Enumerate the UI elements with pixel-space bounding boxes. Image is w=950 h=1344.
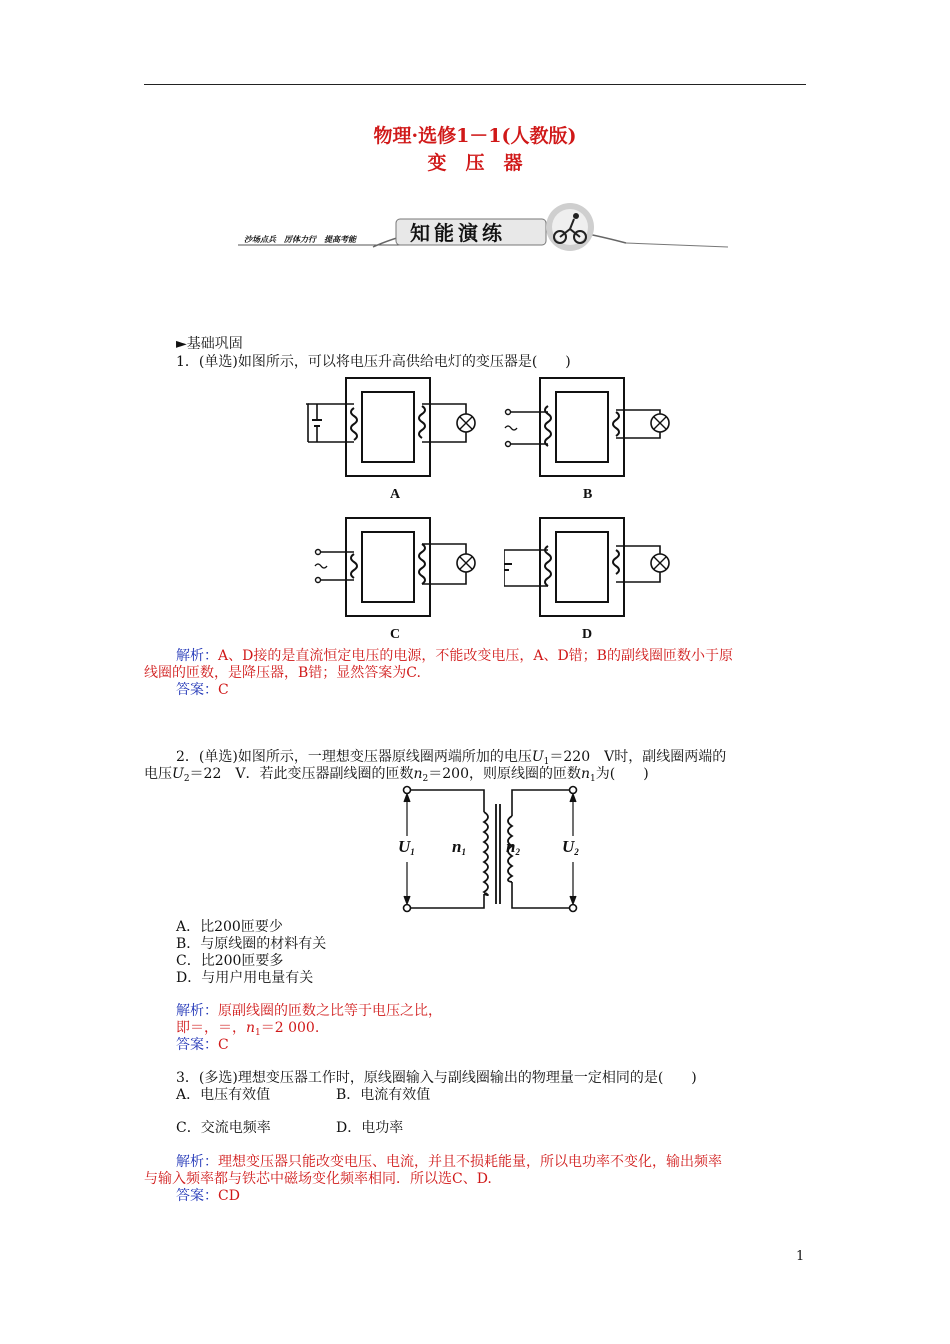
q1-label-d: D [582, 627, 593, 642]
q2-option-a: A．比200匝要少 [176, 919, 283, 935]
q1-stem: 1．(单选)如图所示，可以将电压升高供给电灯的变压器是( ) [176, 354, 571, 370]
q2-label-u1: $U_1$ [398, 837, 415, 857]
q2-analysis-line1: 解析：原副线圈的匝数之比等于电压之比， [176, 1003, 442, 1019]
banner-slogan: 沙场点兵 厉体力行 提高考能 [244, 235, 356, 244]
q1-figure-d [504, 516, 684, 621]
q1-analysis-text1: A、D接的是直流恒定电压的电源，不能改变电压，A、D错；B的副线圈匝数小于原 [218, 648, 733, 664]
section-heading: ►基础巩固 [176, 336, 243, 352]
q1-analysis-line2: 线圈的匝数，是降压器，B错；显然答案为C. [144, 665, 421, 681]
page-number: 1 [796, 1249, 805, 1264]
q1-figure-c [306, 516, 486, 621]
header-rule [144, 84, 806, 85]
doc-title: 物理·选修1－1(人教版) [373, 125, 577, 147]
q3-answer-value: CD [218, 1188, 240, 1204]
q3-analysis-label: 解析： [176, 1154, 218, 1170]
q2-answer [176, 1037, 229, 1054]
q1-answer [176, 682, 229, 699]
q2-stem-line2: 电压$U_2=22$ V．若此变压器副线圈的匝数$n_2=200$，则原线圈的匝数$n_1$为( ) [144, 766, 649, 784]
q1-analysis-line1 [176, 648, 733, 665]
q3-analysis-line2: 与输入频率都与铁芯中磁场变化频率相同．所以选C、D. [144, 1171, 492, 1187]
q2-stem-line1: 2．(单选)如图所示，一理想变压器原线圈两端所加的电压$U_1=220$ V时，副线圈两端的 [176, 749, 727, 767]
q1-analysis-label: 解析： [176, 648, 218, 664]
q3-answer [176, 1188, 240, 1205]
q3-answer-label: 答案： [176, 1188, 218, 1204]
q2-option-d: D．与用户用电量有关 [176, 970, 314, 986]
q3-option-c: C．交流电频率 [176, 1120, 271, 1136]
q1-figure-a [306, 376, 486, 481]
q3-analysis-line1: 解析：理想变压器只能改变电压、电流，并且不损耗能量，所以电功率不变化，输出频率 [176, 1154, 722, 1170]
q3-option-a: A．电压有效值 [176, 1087, 271, 1103]
q2-analysis-line2: 即＝，＝，$n_1=2$ 000. [176, 1020, 320, 1038]
q3-option-b: B．电流有效值 [336, 1087, 431, 1103]
banner-title: 知能演练 [410, 221, 506, 245]
q2-answer-label: 答案： [176, 1037, 218, 1053]
q1-label-c: C [390, 627, 401, 642]
q2-transformer-figure [398, 784, 588, 914]
q2-answer-value: C [218, 1037, 229, 1053]
doc-subtitle: 变 压 器 [427, 152, 523, 174]
q1-figure-b [504, 376, 684, 481]
q2-label-n2: $n_2$ [506, 837, 520, 857]
q2-analysis-label: 解析： [176, 1003, 218, 1019]
q2-label-n1: $n_1$ [452, 837, 466, 857]
q2-option-b: B．与原线圈的材料有关 [176, 936, 327, 952]
q3-option-d: D．电功率 [336, 1120, 404, 1136]
q1-answer-value: C [218, 682, 229, 698]
q1-label-a: A [390, 487, 401, 502]
q1-label-b: B [583, 487, 593, 502]
section-banner [238, 203, 728, 253]
q1-answer-label: 答案： [176, 682, 218, 698]
q3-stem: 3．(多选)理想变压器工作时，原线圈输入与副线圈输出的物理量一定相同的是( ) [176, 1070, 697, 1086]
q2-label-u2: $U_2$ [562, 837, 579, 857]
q2-option-c: C．比200匝要多 [176, 953, 284, 969]
